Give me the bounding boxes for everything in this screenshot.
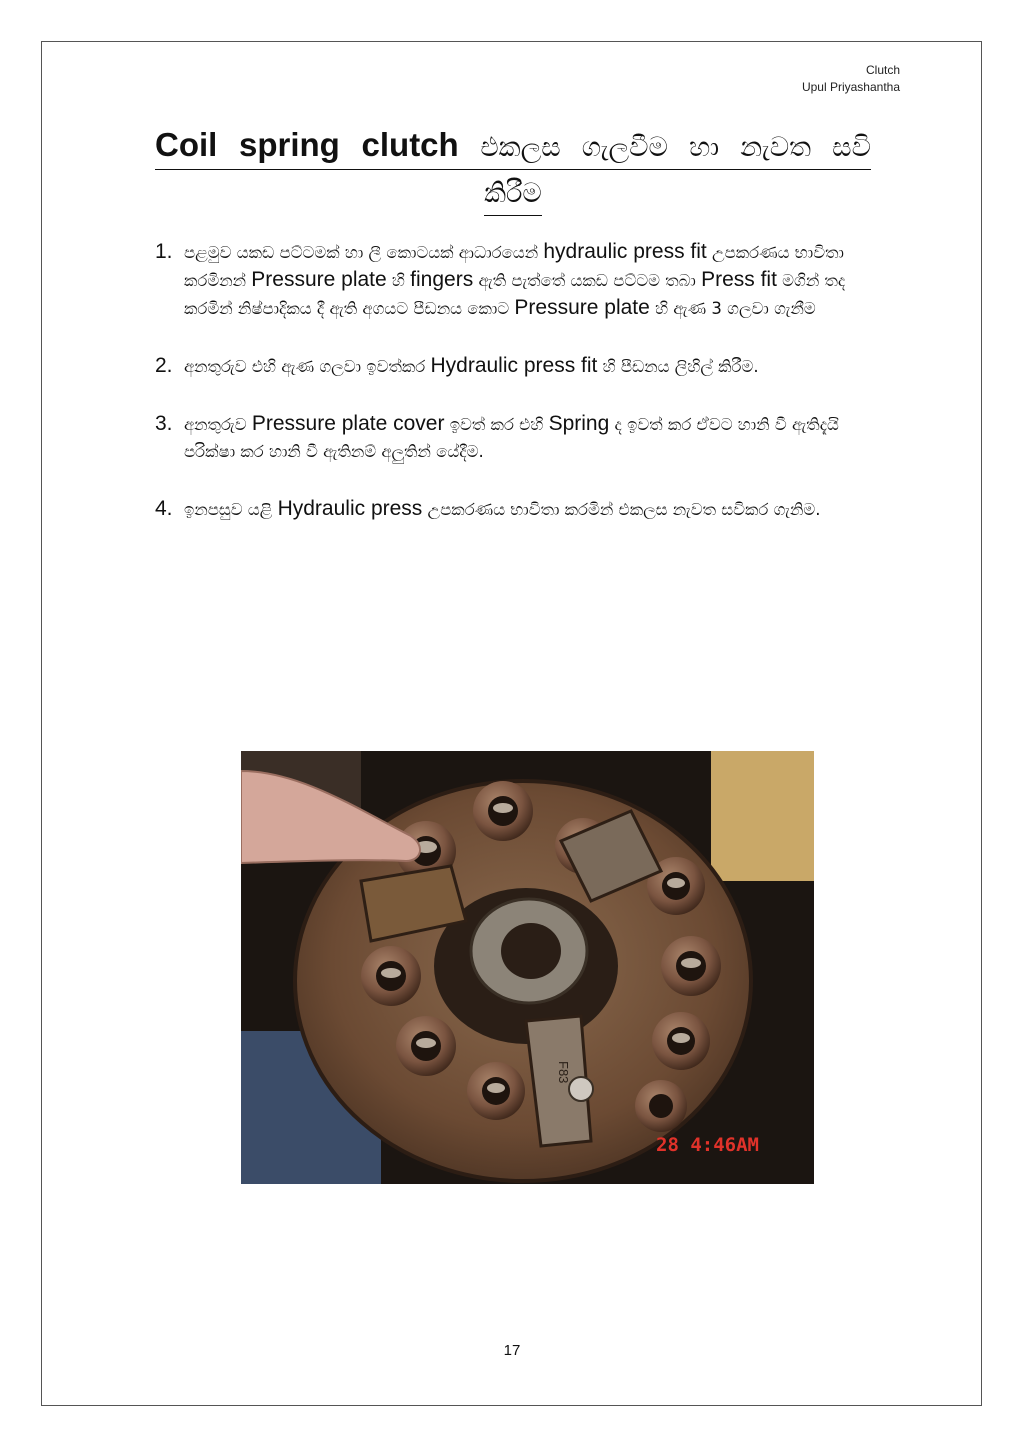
title-sinhala-1: එකලස ගැලවීම හා නැවත සවි — [480, 132, 871, 163]
text-run: ඉනපසුව යළි — [184, 500, 278, 519]
list-item — [155, 495, 895, 523]
hub-bore — [501, 923, 561, 979]
item-number: 2. — [155, 354, 173, 377]
text-run: මගින් තද කරමින් නිෂ්පාදිකය දී ඇති අගයට පීඩනය කොට — [184, 271, 846, 318]
text-run: Pressure plate cover — [251, 412, 445, 435]
text-run: hydraulic press fit — [543, 240, 707, 263]
text-run: Hydraulic press fit — [430, 354, 598, 377]
list-item — [155, 410, 895, 465]
text-run: fingers — [410, 268, 474, 291]
page-title — [155, 124, 871, 216]
item-number: 4. — [155, 497, 173, 520]
title-line-1 — [155, 124, 871, 170]
text-run: Spring — [548, 412, 610, 435]
wood-block — [711, 751, 814, 881]
text-run: ඇති පැත්තේ යකඩ පට්ටම තබා — [473, 271, 702, 290]
item-text — [184, 238, 895, 322]
clutch-illustration — [241, 751, 814, 1184]
item-text — [184, 352, 895, 380]
page-header — [802, 62, 900, 96]
item-number: 3. — [155, 412, 173, 435]
page-number: 17 — [503, 1342, 521, 1359]
text-run: අනතුරුව — [184, 415, 252, 434]
text-run: Pressure plate — [251, 268, 387, 291]
list-item — [155, 238, 895, 322]
item-text — [184, 495, 895, 523]
text-run: උපකරණය භාවිතා කරමිනන් — [184, 243, 844, 290]
text-run: හි ඇණ 3 ගලවා ගැනීම — [649, 299, 816, 318]
text-run: හි — [386, 271, 411, 290]
header-title: Clutch — [865, 63, 900, 77]
text-run: පළමුව යකඩ පට්ටමක් හා ලී කොටයක් ආධාරයෙන් — [184, 243, 544, 262]
item-number: 1. — [155, 240, 173, 263]
title-english: Coil spring clutch — [155, 126, 459, 163]
item-text — [184, 410, 895, 465]
clutch-photo — [241, 751, 814, 1184]
text-run: Press fit — [701, 268, 777, 291]
text-run: අනතුරුව එහි ඇණ ගලවා ඉවත්කර — [184, 357, 431, 376]
text-run: හි පීඩනය ලිහිල් කිරීම. — [597, 357, 759, 376]
text-run: Pressure plate — [514, 296, 650, 319]
text-run: Hydraulic press — [277, 497, 423, 520]
camera-timestamp: 28 4:46AM — [656, 1134, 759, 1156]
list-item — [155, 352, 895, 380]
header-author: Upul Priyashantha — [801, 80, 900, 94]
text-run: උපකරණය භාවිතා කරමින් එකලස නැවත සවිකර ගැනිම. — [422, 500, 821, 519]
text-run: ඉවත් කර එහි — [444, 415, 549, 434]
procedure-list — [155, 238, 895, 553]
part-marking: F83 — [556, 1061, 571, 1084]
text-run: ද ඉවත් කර ඒවට හානි වී ඇතිදැයි පරික්ෂා කර හානි වී ඇතිනම් අලුතින් යේදීම. — [184, 415, 839, 461]
adjusting-nut — [569, 1077, 593, 1101]
title-sinhala-2: කිරීම — [484, 173, 542, 216]
